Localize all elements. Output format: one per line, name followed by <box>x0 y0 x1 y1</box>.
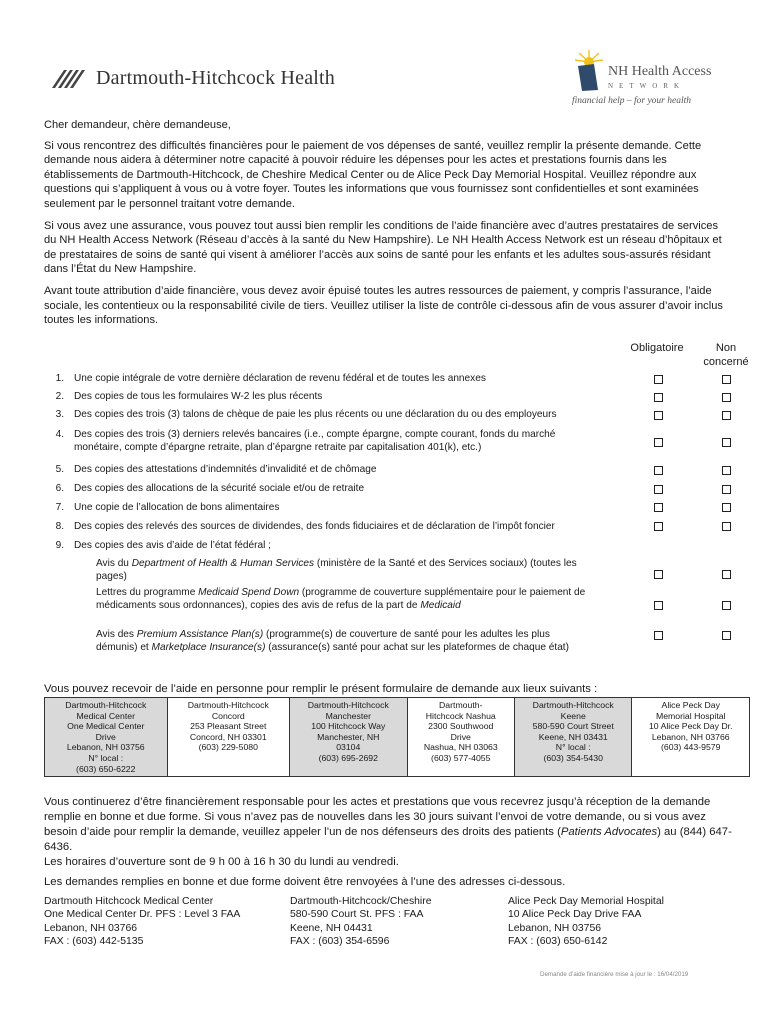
item-number: 4. <box>55 429 64 440</box>
location-line: 100 Hitchcock Way <box>311 721 386 732</box>
item-number: 7. <box>55 502 64 513</box>
location-line: Medical Center <box>76 710 135 721</box>
responsibility-text <box>44 795 734 870</box>
item-text: Des copies des avis d’aide de l’état fédéral ; <box>74 540 271 551</box>
location-line: Hitchcock Nashua <box>425 710 496 721</box>
office-hours: Les horaires d’ouverture sont de 9 h 00 à 16 h 30 du lundi au vendredi. <box>44 856 399 868</box>
location-line: Dartmouth-Hitchcock <box>65 700 147 710</box>
dartmouth-logo-text: Dartmouth-Hitchcock Health <box>96 66 336 89</box>
responsibility-text-part: ) au (844) 647-6436. <box>44 826 732 853</box>
location-cell <box>632 698 750 777</box>
location-line: Lebanon, NH 03756 <box>66 742 145 753</box>
return-address-cheshire <box>290 895 431 949</box>
address-line: Lebanon, NH 03766 <box>44 922 138 934</box>
location-line: Drive <box>450 731 471 742</box>
location-line: Dartmouth-Hitchcock <box>532 700 614 710</box>
location-line: (603) 577-4055 <box>431 752 491 763</box>
checkbox-required-7[interactable] <box>654 503 663 512</box>
address-line: Keene, NH 04431 <box>290 922 373 934</box>
patients-advocates-text: Patients Advocates <box>560 826 658 838</box>
checkbox-na-5[interactable] <box>722 466 731 475</box>
checkbox-na-6[interactable] <box>722 485 731 494</box>
sub-item-text: Lettres du programme <box>96 587 199 598</box>
address-line: One Medical Center Dr. PFS : Level 3 FAA <box>44 909 241 921</box>
location-line: (603) 229-5080 <box>198 742 258 753</box>
item-text: Des copies des trois (3) derniers relevés bancaires (i.e., compte épargne, compte courant, fonds du marché monétaire, compte d’épargne retraite, plan d’épargne retraite par capitalisation 401(k), etc.) <box>74 429 556 453</box>
item-text: Des copies des trois (3) talons de chèque de paie les plus récents ou une déclaration du ou des employeurs <box>74 409 557 420</box>
checkbox-required-9b[interactable] <box>654 601 663 610</box>
checkbox-required-2[interactable] <box>654 393 663 402</box>
item-number: 8. <box>55 521 64 532</box>
location-line: Lebanon, NH 03766 <box>651 731 730 742</box>
location-line: Keene <box>560 710 586 721</box>
return-address-dhmc <box>44 895 240 949</box>
location-cell <box>407 698 514 777</box>
location-cell <box>290 698 408 777</box>
checkbox-na-9c[interactable] <box>722 631 731 640</box>
sub-item-emphasis: Medicaid Spend Down <box>198 587 300 598</box>
item-text: Une copie intégrale de votre dernière déclaration de revenu fédéral et de toutes les annexes <box>74 373 486 384</box>
location-line: Drive <box>95 731 116 742</box>
checkbox-na-4[interactable] <box>722 438 731 447</box>
location-line: Concord, NH 03301 <box>189 731 267 742</box>
sub-item-text: (ministère de la Santé et des Services sociaux) (toutes les pages) <box>96 558 577 582</box>
address-line: FAX : (603) 650-6142 <box>508 936 608 948</box>
sub-item-text: Avis du <box>96 558 132 569</box>
location-line: Dartmouth- <box>439 700 483 710</box>
location-line: Memorial Hospital <box>655 710 726 721</box>
salutation: Cher demandeur, chère demandeuse, <box>44 119 231 131</box>
sub-item-text: (programme de couverture supplémentaire pour le paiement de médicaments sous ordonnances), copies des avis de refus de la part de <box>96 587 586 611</box>
checkbox-na-9b[interactable] <box>722 601 731 610</box>
location-line: (603) 354-5430 <box>543 752 603 763</box>
sub-item-medicaid <box>96 587 596 613</box>
sub-item-emphasis: Marketplace Insurance(s) <box>151 641 266 653</box>
checkbox-required-9a[interactable] <box>654 570 663 579</box>
responsibility-paragraph <box>44 795 734 855</box>
return-title: Les demandes remplies en bonne et due forme doivent être renvoyées à l’une des adresses ci-dessous. <box>44 876 566 888</box>
location-line: Keene, NH 03431 <box>538 731 608 742</box>
item-text: Des copies de tous les formulaires W-2 les plus récents <box>74 391 323 402</box>
checkbox-required-9c[interactable] <box>654 631 663 640</box>
location-line: Dartmouth-Hitchcock <box>307 700 389 710</box>
location-cell <box>45 698 168 777</box>
location-line: N° local : <box>88 752 124 763</box>
address-line: 580-590 Court St. PFS : FAA <box>290 909 424 921</box>
item-number: 2. <box>55 391 64 402</box>
sub-item-emphasis: Department of Health & Human Services <box>131 558 315 569</box>
item-number: 9. <box>55 540 64 551</box>
checkbox-required-4[interactable] <box>654 438 663 447</box>
checkbox-na-2[interactable] <box>722 393 731 402</box>
item-number: 3. <box>55 409 64 420</box>
address-line: Lebanon, NH 03756 <box>508 922 602 934</box>
letter-para-1: Si vous rencontrez des difficultés financières pour le paiement de vos dépenses de santé, veuillez remplir la présente demande. Cette demande nous aidera à déterminer notre capacité à pouvoir réduire les dépenses pour les actes et prestations fournis dans les établissements de Dartmouth-Hitchcock, de Cheshire Medical Center ou de Alice Peck Day Memorial Hospital. Veuillez répondre aux questions qui s’appliquent à vous ou à votre foyer. Toutes les informations que vous fournissez sont confidentielles et sont examinées seulement par le personnel traitant votre demande. <box>44 139 702 210</box>
location-line: 2300 Southwood <box>428 721 494 732</box>
sub-item-text: (assurance(s) santé pour achat sur les plateformes de chaque état) <box>265 641 569 653</box>
item-number: 5. <box>55 464 64 475</box>
address-line: FAX : (603) 442-5135 <box>44 936 144 948</box>
checkbox-na-9a[interactable] <box>722 570 731 579</box>
sub-item-emphasis: Premium Assistance Plan(s) <box>136 629 264 640</box>
item-text: Des copies des attestations d’indemnités d’invalidité et de chômage <box>74 464 377 475</box>
address-line: 10 Alice Peck Day Drive FAA <box>508 909 642 921</box>
sub-item-text: Avis des <box>96 629 137 640</box>
checkbox-required-1[interactable] <box>654 375 663 384</box>
address-line: Alice Peck Day Memorial Hospital <box>508 896 664 907</box>
location-line: Nashua, NH 03063 <box>423 742 498 753</box>
item-text: Des copies des allocations de la sécurité sociale et/ou de retraite <box>74 483 365 494</box>
footer-updated-date: Demande d’aide financière mise à jour le : 16/04/2019 <box>540 971 689 978</box>
nh-logo-network: NETWORK <box>608 82 685 90</box>
location-line: Alice Peck Day <box>661 700 720 710</box>
location-line: 10 Alice Peck Day Dr. <box>648 721 733 732</box>
location-line: 03104 <box>336 742 361 753</box>
checkbox-na-3[interactable] <box>722 411 731 420</box>
sub-item-premium <box>96 629 576 655</box>
checkbox-na-7[interactable] <box>722 503 731 512</box>
location-line: (603) 443-9579 <box>661 742 721 753</box>
col-na-header-line1: Non <box>715 342 737 354</box>
location-line: Manchester, NH <box>317 731 380 742</box>
location-line: (603) 650-6222 <box>76 763 136 774</box>
sub-item-emphasis: Medicaid <box>420 599 461 611</box>
checkbox-required-8[interactable] <box>654 522 663 531</box>
location-cell <box>514 698 632 777</box>
location-line: Manchester <box>325 710 371 721</box>
item-text: Des copies des relevés des sources de dividendes, des fonds fiduciaires et de déclaration de l’impôt foncier <box>74 521 555 532</box>
return-address-apd <box>508 895 664 949</box>
item-text: Une copie de l’allocation de bons alimentaires <box>74 502 280 513</box>
location-cell <box>167 698 290 777</box>
location-line: 580-590 Court Street <box>532 721 614 732</box>
address-line: FAX : (603) 354-6596 <box>290 936 390 948</box>
checkbox-na-8[interactable] <box>722 522 731 531</box>
responsibility-text-part: Vous continuerez d’être financièrement responsable pour les actes et prestations que vous recevrez jusqu’à réception de la demande remplie en bonne et due forme. Si vous n’avez pas de nouvelles dans les 30 jours suivant l’envoi de votre demande, ou si vous avez besoin d’aide pour remplir la demande, veuillez appeler l’un de nos défenseurs des droits des patients ( <box>44 796 711 838</box>
location-line: 253 Pleasant Street <box>190 721 267 732</box>
checkbox-required-6[interactable] <box>654 485 663 494</box>
location-line: (603) 695-2692 <box>318 752 378 763</box>
locations-title: Vous pouvez recevoir de l’aide en personne pour remplir le présent formulaire de demande aux lieux suivants : <box>44 683 598 695</box>
sub-item-text: (programme(s) de couverture de santé pour les adultes les plus démunis) et <box>96 629 550 653</box>
checklist <box>44 0 744 1024</box>
checkbox-required-5[interactable] <box>654 466 663 475</box>
address-line: Dartmouth Hitchcock Medical Center <box>44 896 214 907</box>
col-required-header: Obligatoire <box>630 342 684 354</box>
item-number: 1. <box>55 373 64 384</box>
location-line: Concord <box>211 710 245 721</box>
letter-para-2: Si vous avez une assurance, vous pouvez tout aussi bien remplir les conditions de l’aide financière avec d’autres prestataires de services du NH Health Access Network (Réseau d’accès à la santé du New Hampshire). Le NH Health Access Network est un réseau d’hôpitaux et de prestataires de soins de santé qui visent à améliorer l’accès aux soins de santé pour les enfants et les adultes sous-assurés résidant dans l’État du New Hampshire. <box>44 219 722 276</box>
sub-item-hhs <box>96 558 596 584</box>
location-line: One Medical Center <box>67 721 145 732</box>
address-line: Dartmouth-Hitchcock/Cheshire <box>290 896 432 907</box>
location-line: N° local : <box>555 742 591 753</box>
nh-logo-tagline: financial help – for your health <box>572 96 692 106</box>
checkbox-na-1[interactable] <box>722 375 731 384</box>
col-na-header-line2: concerné <box>703 356 749 368</box>
item-number: 6. <box>55 483 64 494</box>
locations-table <box>44 697 750 777</box>
letter-para-3: Avant toute attribution d’aide financière, vous devez avoir épuisé toutes les autres ressources de paiement, y compris l’assurance, l’aide sociale, les contentieux ou la responsabilité civile de tiers. Veuillez utiliser la liste de contrôle ci-dessous afin de vous assurer d’avoir inclus toutes les informations. <box>44 284 723 327</box>
location-line: Dartmouth-Hitchcock <box>187 700 269 710</box>
locations-row <box>45 698 750 777</box>
nh-logo-title: NH Health Access <box>608 64 712 79</box>
checkbox-required-3[interactable] <box>654 411 663 420</box>
